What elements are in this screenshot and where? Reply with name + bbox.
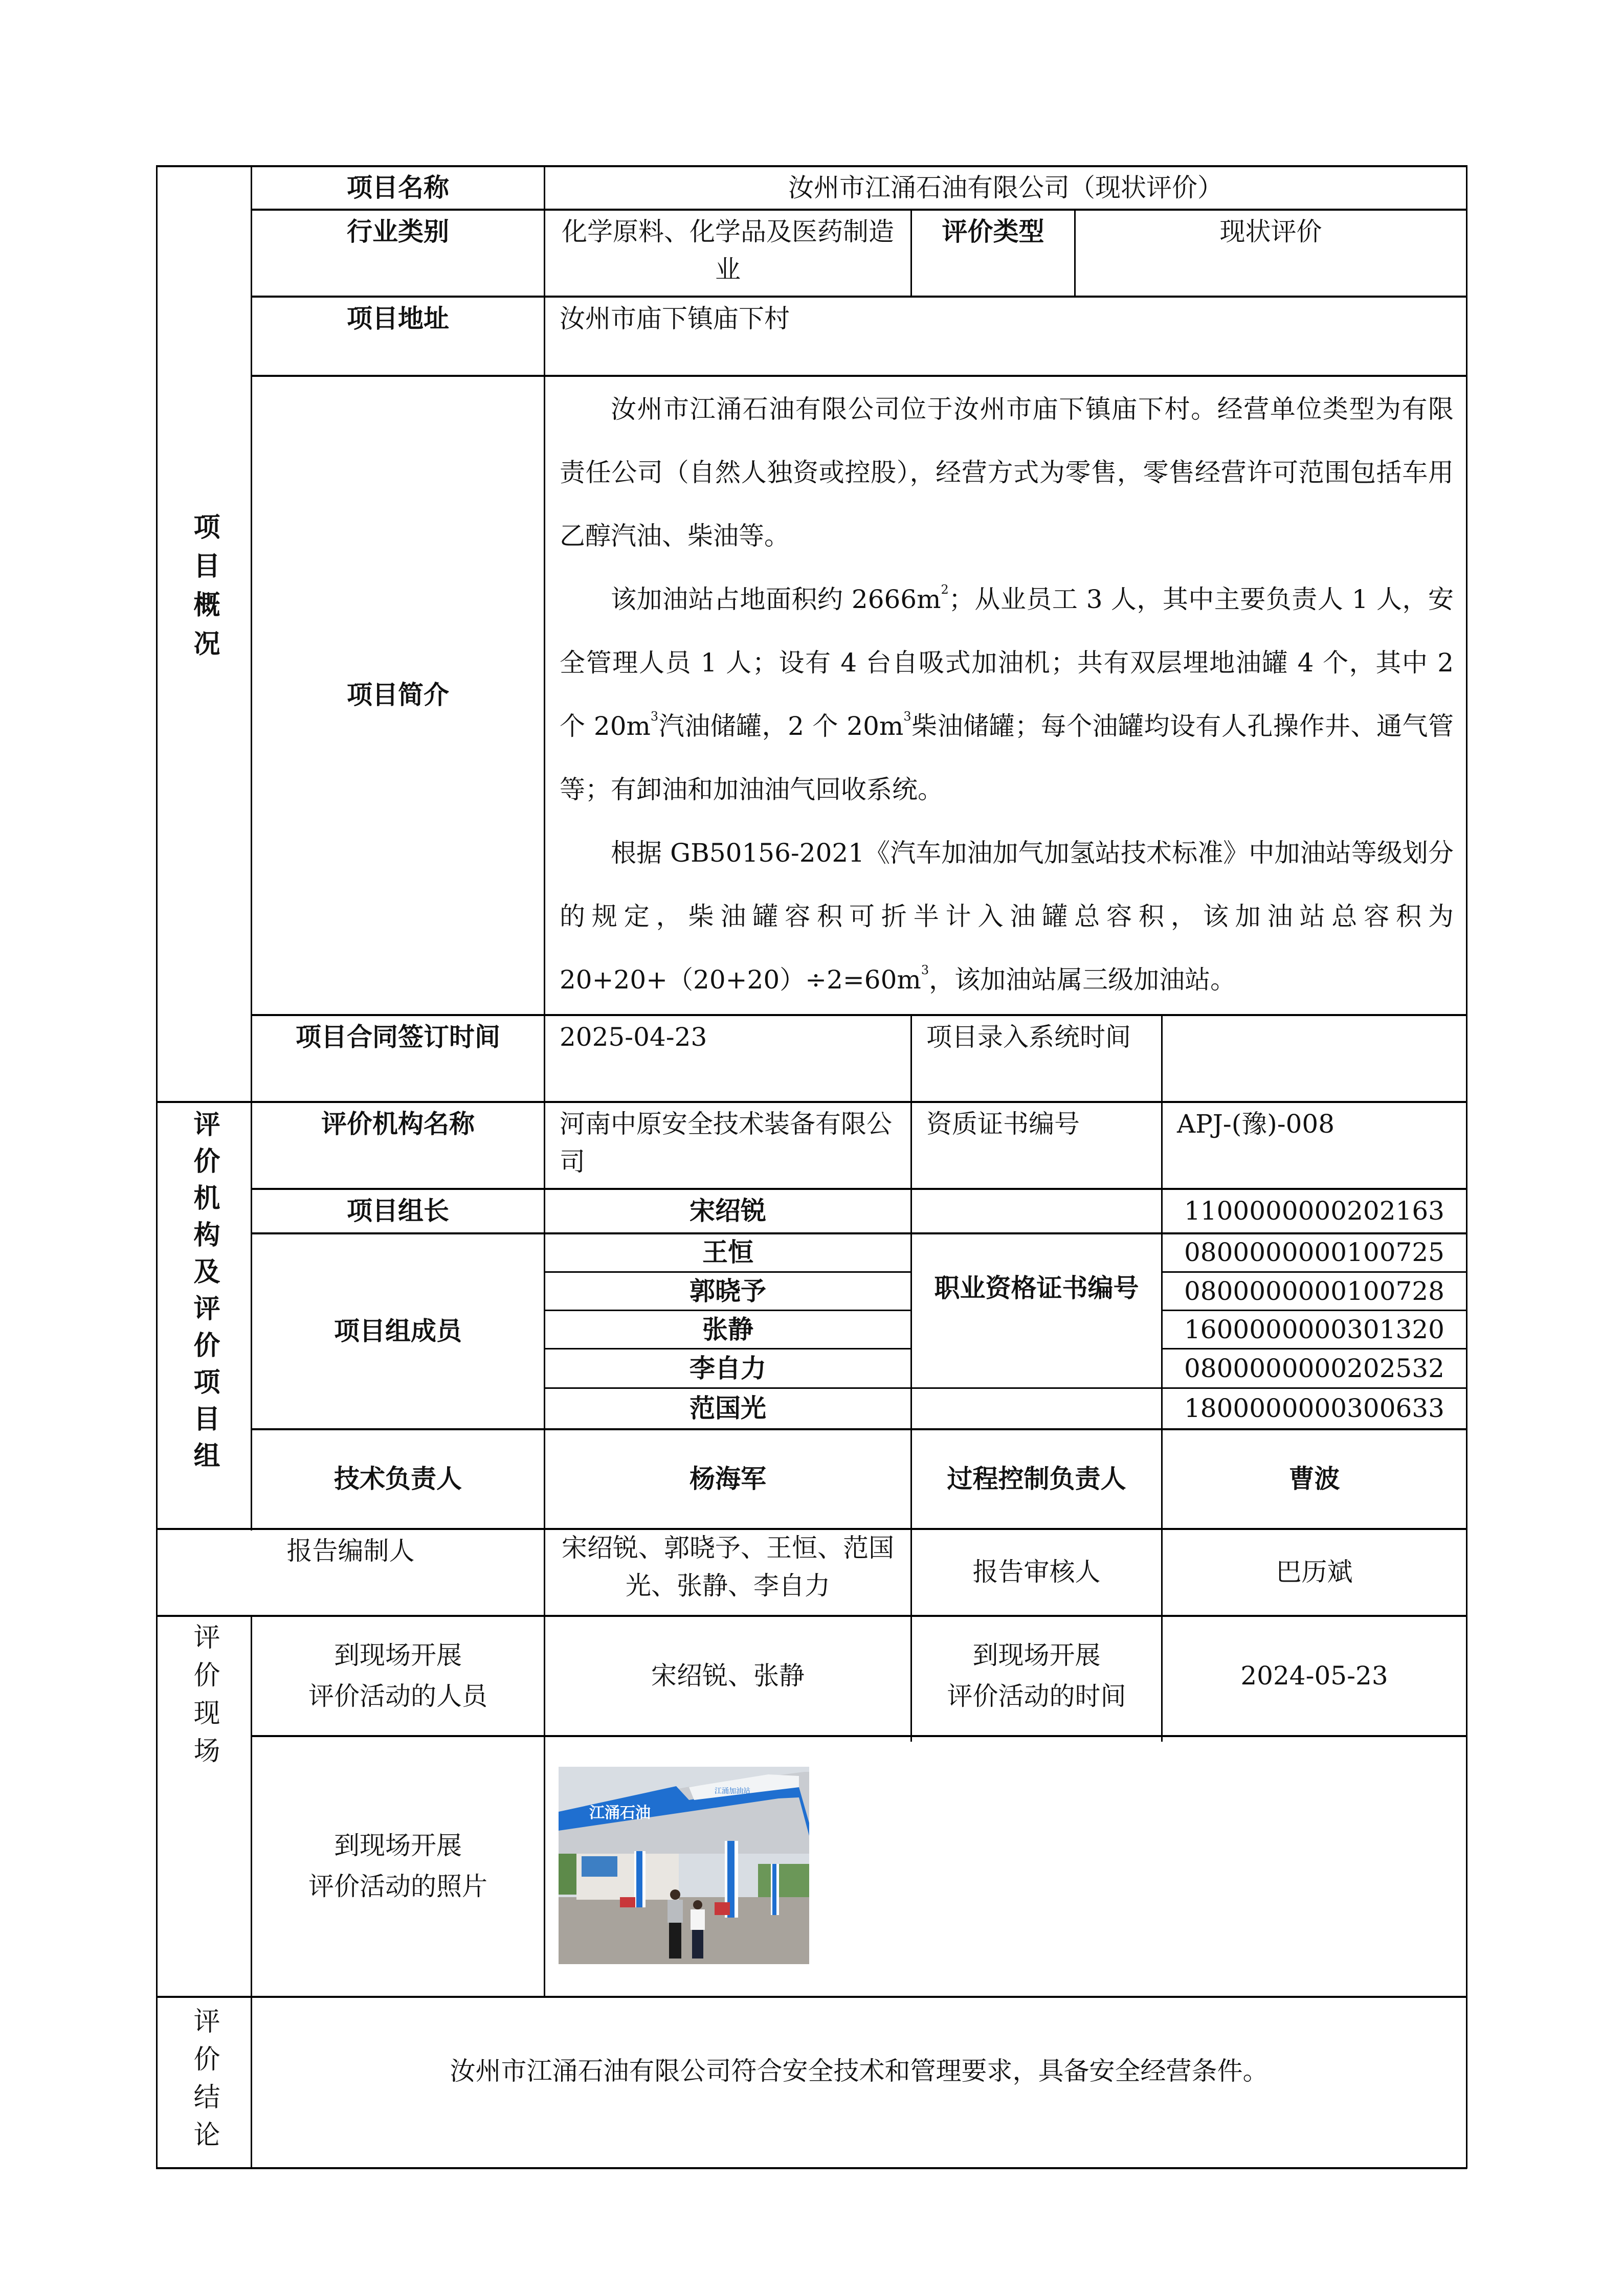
- pillar-stripe: [636, 1851, 642, 1907]
- industry-value: 化学原料、化学品及医药制造业: [562, 217, 894, 284]
- section-label-org: 评价机构及评价项目组: [189, 1110, 219, 1478]
- pillar-stripe: [772, 1864, 776, 1915]
- report-authors: 宋绍锐、郭晓予、王恒、范国光、张静、李自力: [562, 1533, 894, 1601]
- contract-date-label: 项目合同签订时间: [296, 1022, 500, 1052]
- site-staff-label: [252, 1616, 544, 1735]
- address-label: 项目地址: [347, 304, 449, 333]
- industry-label: 行业类别: [347, 217, 449, 246]
- superscript: 2: [941, 582, 949, 597]
- table-border-bottom: [156, 2167, 1467, 2169]
- pump-barrier: [620, 1897, 635, 1907]
- eval-type-label: 评价类型: [942, 217, 1044, 246]
- person-name: 王恒: [702, 1237, 753, 1267]
- intro-p3-part: 根据 GB50156-2021《汽车加油加气加氢站技术标准》中加油站等级划分的规定，柴油罐容积可折半计入油罐总容积，该加油站总容积为 20+20+（20+20）÷2=60m: [560, 838, 1454, 995]
- photo-sign-main: 江涌石油: [589, 1804, 651, 1822]
- person-cert: 0800000000100728: [1184, 1276, 1444, 1306]
- superscript: 3: [650, 709, 659, 724]
- entry-time-value: [1163, 1015, 1466, 1101]
- section-label-conclusion: 评价结论: [189, 2007, 219, 2158]
- site-photo: [559, 1767, 809, 1964]
- qual-cert-label: 职业资格证书编号: [934, 1273, 1139, 1303]
- cert-value: APJ-(豫)-008: [1177, 1109, 1335, 1139]
- intro-paragraph-2: [560, 568, 1454, 821]
- gas-station-photo-graphic: [559, 1767, 809, 1964]
- person-name: 张静: [702, 1314, 753, 1344]
- person-head: [670, 1889, 680, 1900]
- report-reviewer-label: 报告审核人: [972, 1557, 1101, 1587]
- org-name-value: 河南中原安全技术装备有限公司: [560, 1109, 892, 1177]
- person-shirt: [691, 1909, 705, 1930]
- superscript: 3: [903, 709, 911, 724]
- intro-p3-part: ，该加油站属三级加油站。: [929, 965, 1236, 995]
- site-time-label: [912, 1616, 1161, 1735]
- report-author-label: 报告编制人: [286, 1536, 415, 1566]
- intro-p2-part: 该加油站占地面积约 2666m: [611, 584, 941, 614]
- eval-type-value: 现状评价: [1219, 217, 1322, 246]
- section-label-conclusion-cell: [158, 1998, 251, 2167]
- tech-lead-label: 技术负责人: [334, 1464, 462, 1494]
- site-photo-label: [252, 1736, 544, 1996]
- person-shirt: [668, 1900, 683, 1923]
- section-label-site-cell: [158, 1617, 251, 1996]
- pump-barrier: [715, 1902, 730, 1915]
- building-sign: [582, 1856, 617, 1877]
- person-pants: [692, 1930, 703, 1959]
- intro-p2-part: ；从业员工 3 人，其中主要负责人 1 人，安全管理人员 1 人；设有 4 台自吸式加油机；共有双层埋地油罐 4 个，其中 2 个 20m: [560, 584, 1454, 741]
- person-name: 宋绍锐: [689, 1196, 766, 1226]
- person-name: 郭晓予: [689, 1276, 766, 1306]
- person-cert: 0800000000202532: [1184, 1353, 1444, 1383]
- person-name: 范国光: [689, 1393, 766, 1423]
- org-name-label: 评价机构名称: [321, 1109, 475, 1139]
- section-label-site: 评价现场: [189, 1623, 219, 1774]
- intro-p2-part: 柴油储罐；每个油罐均设有人孔操作井、通气管等；有卸油和加油油气回收系统。: [560, 711, 1454, 804]
- person-cert: 1600000000301320: [1184, 1314, 1444, 1344]
- intro-label: 项目简介: [347, 680, 449, 710]
- address-value: 汝州市庙下镇庙下村: [560, 304, 790, 333]
- contract-date-value: 2025-04-23: [560, 1022, 707, 1052]
- site-staff-value: 宋绍锐、张静: [651, 1660, 805, 1691]
- intro-p2-part: 汽油储罐，2 个 20m: [658, 711, 904, 741]
- label-line: 到现场开展: [334, 1831, 462, 1860]
- person-cert: 0800000000100725: [1184, 1237, 1444, 1267]
- process-lead-value: 曹波: [1288, 1464, 1340, 1494]
- section-label-overview-cell: [158, 167, 251, 1014]
- label-line: 到现场开展: [334, 1640, 462, 1670]
- intro-paragraph-1: 汝州市江涌石油有限公司位于汝州市庙下镇庙下村。经营单位类型为有限责任公司（自然人独资或控股），经营方式为零售，零售经营许可范围包括车用乙醇汽油、柴油等。: [560, 394, 1454, 551]
- label-line: 到现场开展: [972, 1640, 1101, 1670]
- table-border-right: [1466, 165, 1467, 2169]
- intro-paragraph-3: [560, 821, 1454, 1011]
- tech-lead-value: 杨海军: [689, 1464, 766, 1494]
- entry-time-label: 项目录入系统时间: [926, 1022, 1131, 1052]
- project-name-label: 项目名称: [347, 173, 449, 202]
- label-line: 评价活动的时间: [947, 1681, 1126, 1711]
- person-name: 李自力: [689, 1353, 766, 1383]
- person-pants: [669, 1923, 681, 1959]
- intro-text: [545, 377, 1466, 1014]
- members-label: 项目组成员: [334, 1316, 462, 1346]
- person-cert: 1100000000202163: [1184, 1196, 1444, 1226]
- cert-label: 资质证书编号: [926, 1109, 1080, 1139]
- conclusion-text: 汝州市江涌石油有限公司符合安全技术和管理要求，具备安全经营条件。: [450, 2056, 1269, 2086]
- site-time-value: 2024-05-23: [1240, 1660, 1388, 1691]
- process-lead-label: 过程控制负责人: [947, 1464, 1126, 1494]
- leader-label: 项目组长: [347, 1196, 449, 1226]
- report-reviewer: 巴历斌: [1276, 1557, 1353, 1587]
- section-label-org-cell: [158, 1103, 251, 1528]
- photo-sign-small: 江涌加油站: [715, 1787, 750, 1795]
- label-line: 评价活动的人员: [308, 1681, 487, 1711]
- section-label-overview: 项目概况: [189, 513, 219, 668]
- person-head: [693, 1900, 702, 1909]
- person-cert: 1800000000300633: [1184, 1393, 1444, 1423]
- project-name-value: 汝州市江涌石油有限公司（现状评价）: [788, 173, 1223, 202]
- superscript: 3: [921, 963, 929, 977]
- label-line: 评价活动的照片: [308, 1872, 487, 1901]
